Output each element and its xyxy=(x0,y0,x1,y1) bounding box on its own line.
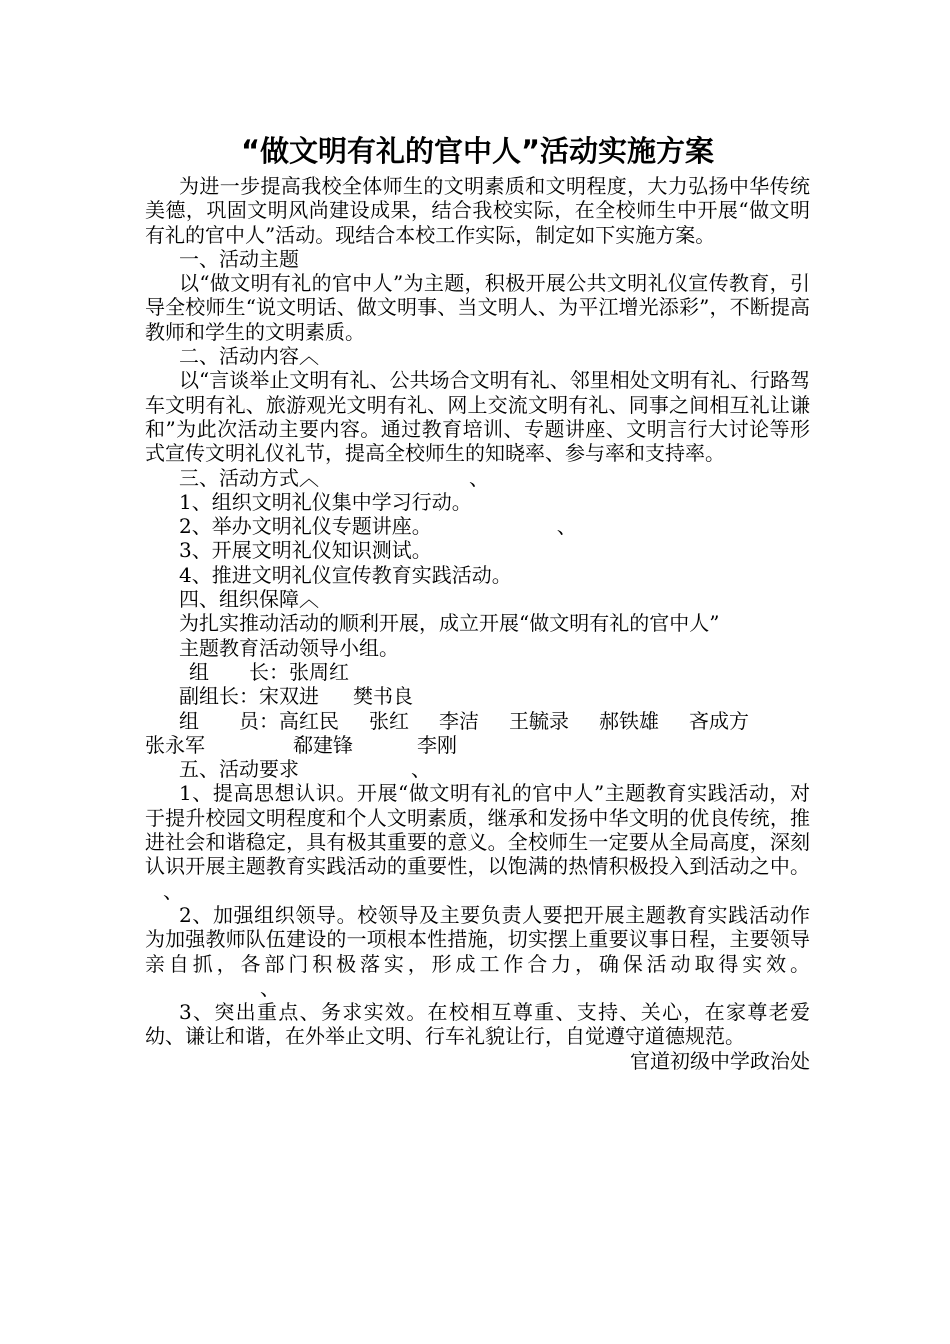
members-label: 组 员： xyxy=(179,708,279,733)
section-3-item-4: 4、推进文明礼仪宣传教育实践活动。 xyxy=(179,562,512,587)
member-name: 李洁 xyxy=(439,708,479,733)
stray-mark: 、 xyxy=(411,757,431,782)
deputy-label: 副组长： xyxy=(179,684,259,709)
section-3-item-1: 1、组织文明礼仪集中学习行动。 xyxy=(179,489,472,514)
section-1-body: 以“做文明有礼的官中人”为主题，积极开展公共文明礼仪宣传教育，引导全校师生“说文明话、做文明事、当文明人、为平江增光添彩”，不断提高教师和学生的文明素质。 xyxy=(145,271,810,344)
section-1-heading: 一、活动主题 xyxy=(179,246,299,271)
leader-name: 张周红 xyxy=(289,659,349,684)
section-5-item-1-text: 1、提高思想认识。开展“做文明有礼的官中人”主题教育实践活动，对于提升校园文明程度和个人文明素质，继承和发扬中华文明的优良传统，推进社会和谐稳定，具有极其重要的意义。全校师生一定要从全局高度，深刻认识开展主题教育实践活动的重要性，以饱满的热情积极投入到活动之中。 xyxy=(145,781,810,879)
member-name: 吝成方 xyxy=(689,708,749,733)
signature: 官道初级中学政治处 xyxy=(630,1048,810,1073)
section-3-item-2-text: 2、举办文明礼仪专题讲座。 xyxy=(179,514,432,539)
section-5-item-3: 3、突出重点、务求实效。在校相互尊重、支持、关心，在家尊老爱幼、谦让和谐，在外举止文明、行车礼貌让行，自觉遵守道德规范。 xyxy=(145,1000,810,1049)
stray-mark: 、 xyxy=(556,514,577,539)
section-5-item-2-text: 2、加强组织领导。校领导及主要负责人要把开展主题教育实践活动作为加强教师队伍建设的一项根本性措施，切实摆上重要议事日程，主要领导亲自抓，各部门积极落实，形成工作合力，确保活动取得实效。 xyxy=(145,902,810,976)
member-name: 郗建锋 xyxy=(293,732,353,757)
section-4-body-line-2: 主题教育活动领导小组。 xyxy=(179,635,399,660)
section-2-heading: 二、活动内容︿ xyxy=(179,344,319,369)
member-name: 郝铁雄 xyxy=(599,708,659,733)
leader-line xyxy=(145,660,810,684)
member-name: 张红 xyxy=(369,708,409,733)
section-5-item-1 xyxy=(145,781,810,902)
members-line-2 xyxy=(145,733,810,757)
leader-label: 组 长： xyxy=(189,659,289,684)
deputy-name: 宋双进 xyxy=(259,684,319,709)
section-3-heading xyxy=(145,466,810,490)
member-name: 李刚 xyxy=(417,732,457,757)
deputy-name: 樊书良 xyxy=(353,684,413,709)
section-5-heading-text: 五、活动要求 xyxy=(179,757,299,782)
members-line xyxy=(145,709,810,733)
section-4-body-line-1: 为扎实推动活动的顺利开展，成立开展“做文明有礼的官中人” xyxy=(179,611,720,636)
member-name: 高红民 xyxy=(279,708,339,733)
section-5-heading xyxy=(145,757,810,781)
document-page xyxy=(145,128,810,1073)
section-3-item-3: 3、开展文明礼仪知识测试。 xyxy=(179,538,432,563)
stray-mark: 、 xyxy=(469,465,489,490)
section-3-heading-text: 三、活动方式︿ xyxy=(179,465,319,490)
document-title: “做文明有礼的官中人”活动实施方案 xyxy=(240,134,715,168)
deputy-line xyxy=(145,684,810,708)
section-4-heading: 四、组织保障︿ xyxy=(179,587,319,612)
stray-mark: 、 xyxy=(260,975,280,1000)
section-3-item-2 xyxy=(145,514,810,538)
intro-paragraph: 为进一步提高我校全体师生的文明素质和文明程度，大力弘扬中华传统美德，巩固文明风尚建设成果，结合我校实际，在全校师生中开展“做文明有礼的官中人”活动。现结合本校工作实际，制定如下实施方案。 xyxy=(145,174,810,247)
member-name: 王毓录 xyxy=(509,708,569,733)
member-name: 张永军 xyxy=(145,732,205,757)
section-5-item-2 xyxy=(145,903,810,1000)
section-2-body: 以“言谈举止文明有礼、公共场合文明有礼、邻里相处文明有礼、行路驾车文明有礼、旅游观光文明有礼、网上交流文明有礼、同事之间相互礼让谦和”为此次活动主要内容。通过教育培训、专题讲座、文明言行大讨论等形式宣传文明礼仪礼节，提高全校师生的知晓率、参与率和支持率。 xyxy=(145,368,810,466)
stray-mark: 、 xyxy=(163,878,183,903)
